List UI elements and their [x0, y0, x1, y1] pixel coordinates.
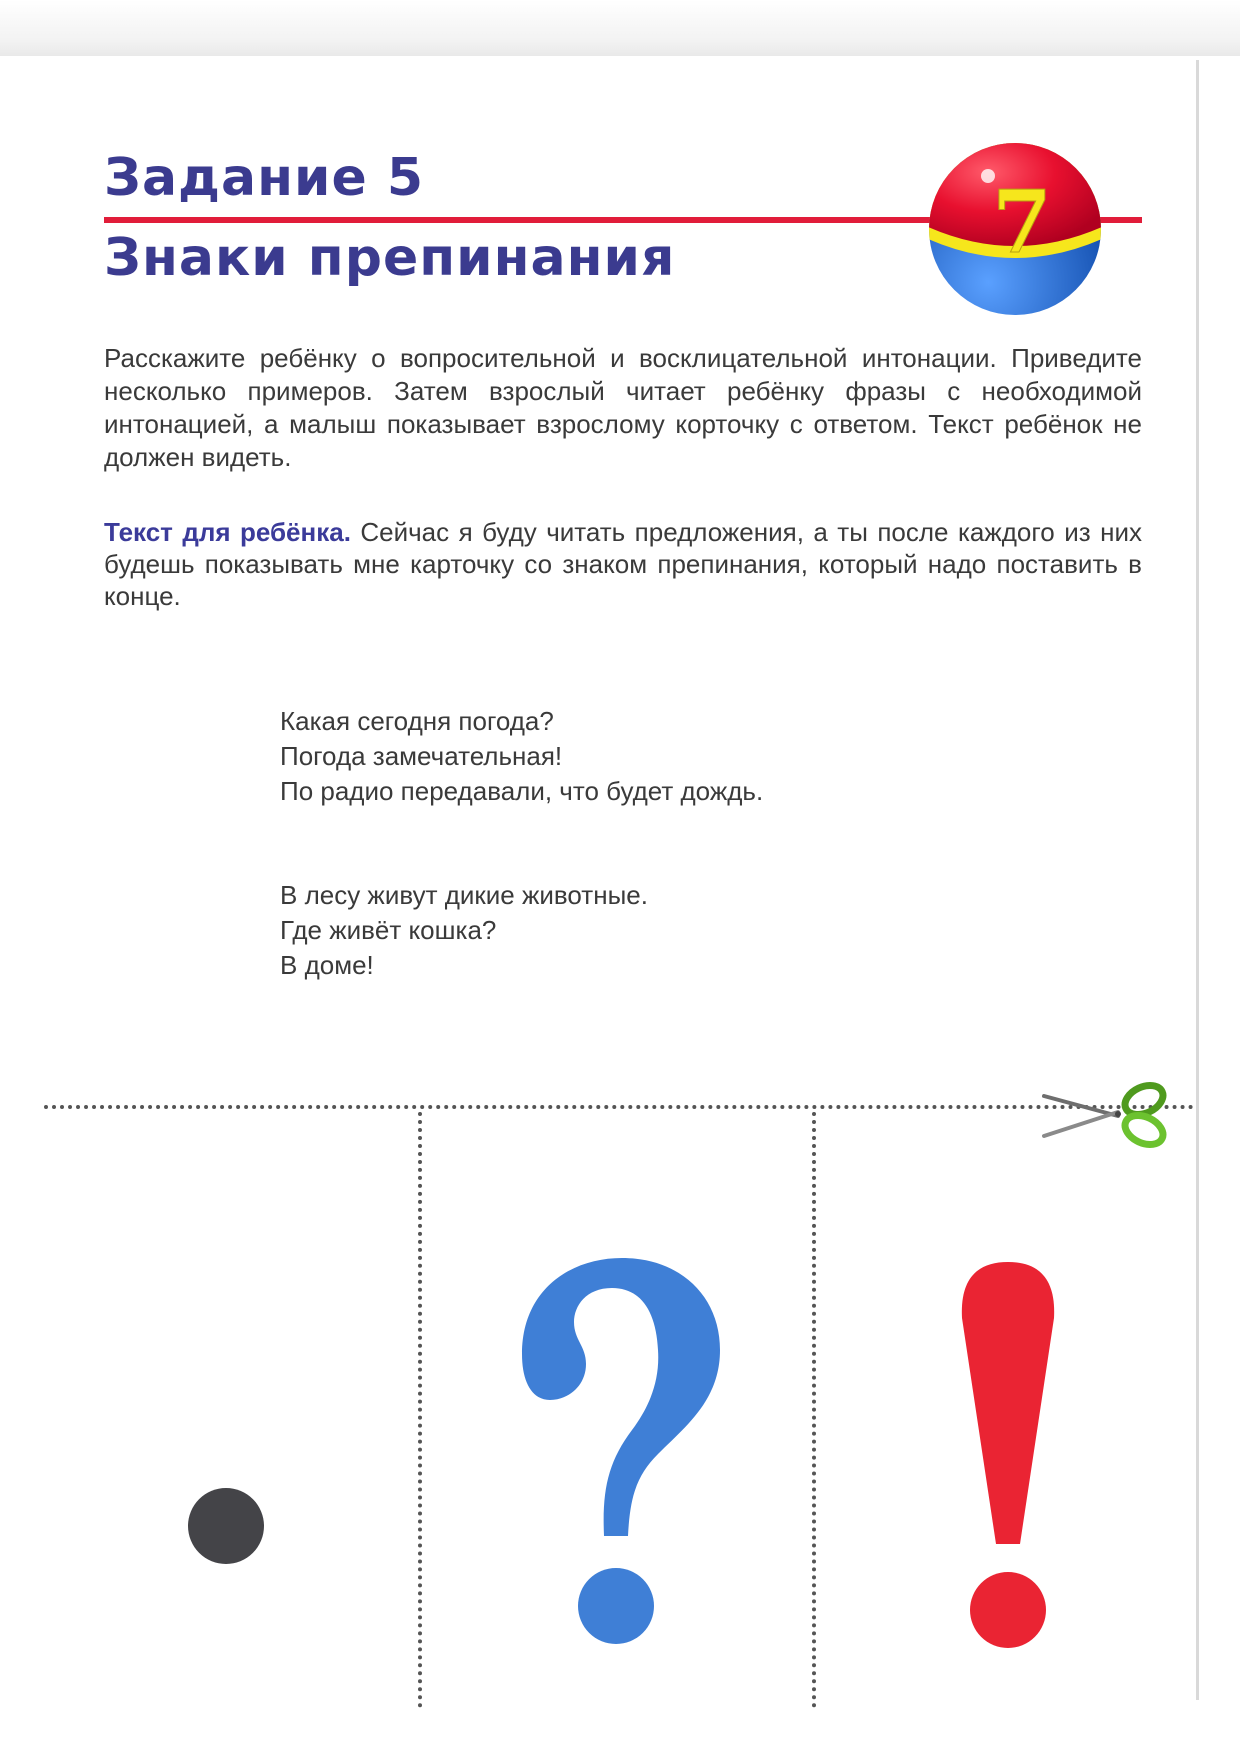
- instructions-paragraph: Расскажите ребёнку о вопросительной и восклицательной интонации. Приведите несколько примеров. Затем взрослый читает ребёнку фразы с необходимой интонацией, а малыш показывает взрослому корточку с ответом. Текст ребёнок не должен видеть.: [104, 343, 1142, 472]
- cut-line: [44, 1105, 1194, 1109]
- sentence: В доме!: [280, 950, 374, 980]
- period-dot: [188, 1488, 264, 1564]
- question-hook: [522, 1258, 720, 1536]
- exclamation-mark-card-symbol: [938, 1258, 1078, 1678]
- scissors-icon: [1040, 1078, 1176, 1150]
- card-divider: [812, 1112, 816, 1708]
- sentence: В лесу живут дикие животные.: [280, 880, 648, 910]
- page-number: 7: [992, 172, 1052, 273]
- sentence: По радио передавали, что будет дождь.: [280, 776, 764, 806]
- sentence: Погода замечательная!: [280, 741, 563, 771]
- question-dot: [578, 1568, 654, 1644]
- card-divider: [418, 1112, 422, 1708]
- task-title: Задание 5: [104, 148, 425, 208]
- child-text-paragraph: [104, 516, 1142, 612]
- child-text-label: Текст для ребёнка.: [104, 517, 351, 547]
- sentence: Где живёт кошка?: [280, 915, 497, 945]
- exclamation-dot: [970, 1572, 1046, 1648]
- child-text-body: Сейчас я буду читать предложения, а ты после каждого из них будешь показывать мне карточку со знаком препинания, который надо поставить в конце.: [104, 517, 1142, 611]
- exclamation-bar: [962, 1262, 1054, 1544]
- page-number-badge: [926, 140, 1104, 318]
- question-mark-card-symbol: [500, 1250, 730, 1670]
- topic-title: Знаки препинания: [104, 228, 676, 288]
- sentence-group-2: [280, 878, 980, 983]
- page-edge: [1196, 60, 1199, 1700]
- scan-top-margin: [0, 0, 1240, 56]
- sentence: Какая сегодня погода?: [280, 706, 554, 736]
- period-card-symbol: [170, 1470, 282, 1582]
- sentence-group-1: [280, 704, 980, 809]
